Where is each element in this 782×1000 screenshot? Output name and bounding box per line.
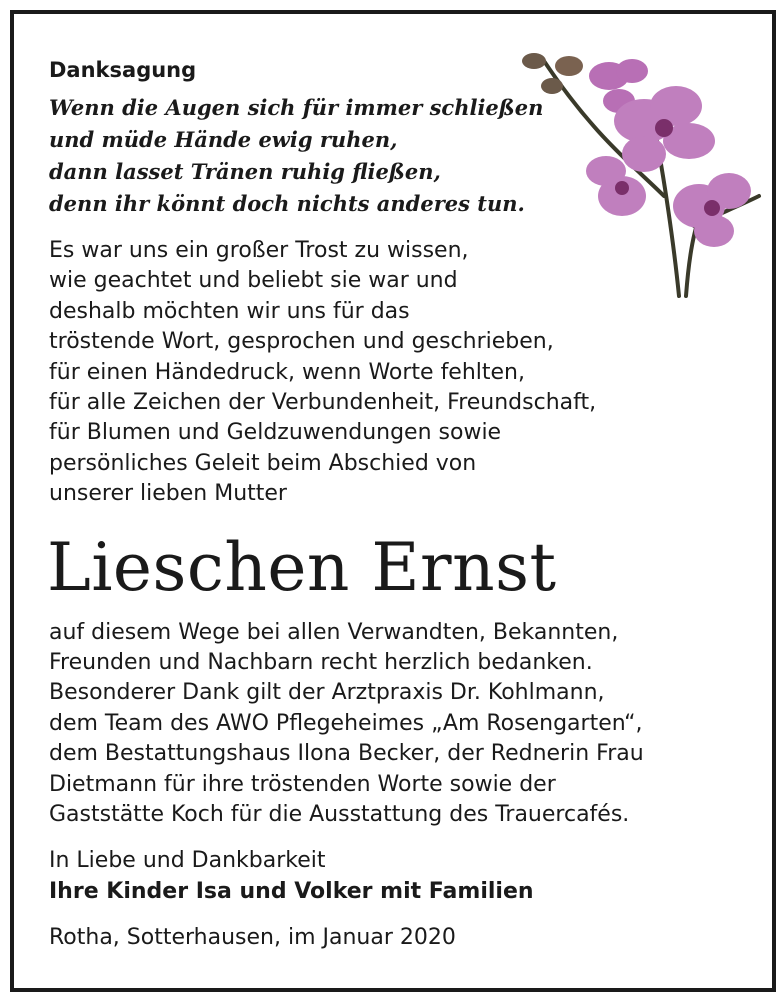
intro-line: deshalb möchten wir uns für das [49,298,410,324]
closing-block [49,845,749,907]
thanks-line: auf diesem Wege bei allen Verwandten, Bekannten, [49,619,619,645]
intro-line: tröstende Wort, gesprochen und geschrieben, [49,329,554,355]
poem-line: Wenn die Augen sich für immer schließen [49,95,544,120]
deceased-name: Lieschen Ernst [47,528,557,606]
thanks-line: Besonderer Dank gilt der Arztpraxis Dr. Kohlmann, [49,680,605,706]
place-date: Rotha, Sotterhausen, im Januar 2020 [49,924,456,950]
intro-line: für alle Zeichen der Verbundenheit, Freundschaft, [49,390,597,416]
thanks-paragraph [49,618,749,831]
intro-line: Es war uns ein großer Trost zu wissen, [49,238,469,263]
poem-line: und müde Hände ewig ruhen, [49,127,398,152]
thanks-line: Freunden und Nachbarn recht herzlich bedanken. [49,650,593,676]
closing-text: In Liebe und Dankbarkeit [49,847,326,873]
family-signature: Ihre Kinder Isa und Volker mit Familien [49,878,534,904]
thanks-line: dem Team des AWO Pflegeheimes „Am Rosengarten“, [49,710,643,736]
intro-paragraph [49,236,749,510]
notice-frame [10,10,776,992]
intro-line: wie geachtet und beliebt sie war und [49,268,458,294]
intro-line: persönliches Geleit beim Abschied von [49,450,477,476]
poem [49,92,749,220]
heading: Danksagung [49,58,197,82]
intro-line: für Blumen und Geldzuwendungen sowie [49,420,502,446]
intro-line: für einen Händedruck, wenn Worte fehlten, [49,359,525,385]
thanks-line: dem Bestattungshaus Ilona Becker, der Rednerin Frau [49,741,644,767]
thanks-line: Gaststätte Koch für die Ausstattung des Trauercafés. [49,802,630,828]
thanks-line: Dietmann für ihre tröstenden Worte sowie der [49,771,556,797]
poem-line: dann lasset Tränen ruhig fließen, [49,159,441,184]
notice-content [49,44,749,953]
poem-line: denn ihr könnt doch nichts anderes tun. [49,191,525,216]
intro-line: unserer lieben Mutter [49,481,287,507]
